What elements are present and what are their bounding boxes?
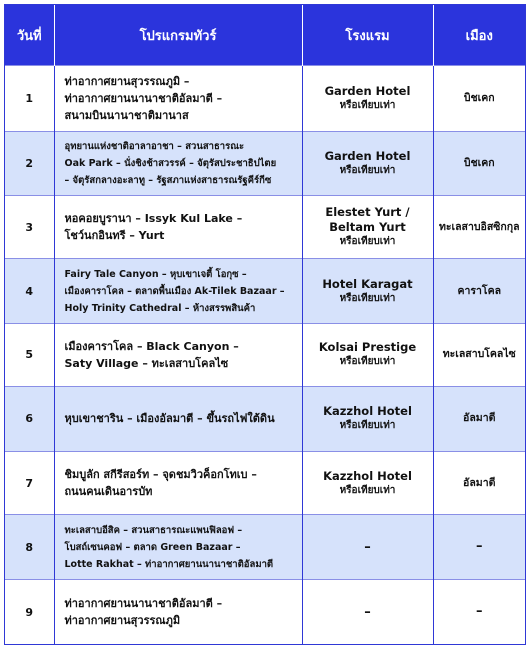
program-line: Holy Trinity Cathedral – ห้างสรรพสินค้า bbox=[64, 302, 256, 314]
program-line: ท่าอากาศยานสุวรรณภูมิ – bbox=[64, 75, 190, 89]
header-day: วันที่ bbox=[5, 5, 54, 66]
hotel-cell bbox=[302, 259, 433, 323]
city-cell bbox=[433, 451, 525, 514]
hotel-name: Hotel Karagat bbox=[322, 276, 413, 291]
city-name: คาราโคล bbox=[457, 284, 502, 297]
program-line: ท่าอากาศยานนานาชาติอัลมาตี – bbox=[64, 92, 223, 106]
hotel-or-equivalent: หรือเทียบเท่า bbox=[339, 292, 396, 304]
table-row bbox=[5, 196, 525, 259]
day-number: 9 bbox=[5, 580, 54, 644]
program-cell bbox=[54, 66, 302, 132]
hotel-cell bbox=[302, 451, 433, 514]
hotel-cell bbox=[302, 386, 433, 451]
hotel-or-equivalent: หรือเทียบเท่า bbox=[339, 236, 396, 248]
hotel-cell bbox=[302, 580, 433, 644]
hotel-cell bbox=[302, 515, 433, 580]
city-cell bbox=[433, 580, 525, 644]
city-cell bbox=[433, 196, 525, 259]
program-cell bbox=[54, 386, 302, 451]
day-number: 4 bbox=[5, 259, 54, 323]
table-row bbox=[5, 451, 525, 514]
hotel-name: Beltam Yurt bbox=[329, 220, 406, 235]
hotel-or-equivalent: หรือเทียบเท่า bbox=[339, 484, 396, 496]
city-name: – bbox=[476, 604, 483, 620]
program-line: อุทยานแห่งชาติอาลาอาชา – สวนสาธารณะ bbox=[64, 141, 245, 153]
program-line: Lotte Rakhat – ท่าอากาศยานนานาชาติอัลมาตี bbox=[64, 558, 274, 570]
city-cell bbox=[433, 323, 525, 386]
program-line: Oak Park – นั่งชิงช้าสวรรค์ – จัตุรัสประชาธิปไตย bbox=[64, 158, 277, 170]
header-city: เมือง bbox=[433, 5, 525, 66]
program-line: Saty Village – ทะเลสาบโคลไซ bbox=[64, 356, 229, 370]
city-name: ทะเลสาบอิสซิกกุล bbox=[438, 220, 520, 233]
program-cell bbox=[54, 451, 302, 514]
hotel-name: Kolsai Prestige bbox=[318, 340, 417, 355]
hotel-or-equivalent: หรือเทียบเท่า bbox=[339, 356, 396, 368]
day-number: 3 bbox=[5, 196, 54, 259]
program-line: เมืองคาราโคล – ตลาดพื้นเมือง Ak-Tilek Bazaar – bbox=[64, 285, 285, 297]
hotel-name: Garden Hotel bbox=[324, 84, 411, 99]
day-number: 7 bbox=[5, 451, 54, 514]
city-cell bbox=[433, 66, 525, 132]
city-name: บิชเคก bbox=[463, 92, 495, 105]
table-row bbox=[5, 132, 525, 196]
program-cell bbox=[54, 515, 302, 580]
hotel-cell bbox=[302, 323, 433, 386]
program-line: ทะเลสาบอีสิค – สวนสาธารณะแพนฟิลอฟ – bbox=[64, 524, 243, 536]
program-line: โบสถ์เซนคอฟ – ตลาด Green Bazaar – bbox=[64, 541, 241, 553]
itinerary-table bbox=[5, 5, 525, 644]
program-line: โชว์นกอินทรี – Yurt bbox=[64, 229, 165, 243]
hotel-name: Garden Hotel bbox=[324, 149, 411, 164]
city-cell bbox=[433, 515, 525, 580]
program-line: หอคอยบูรานา – Issyk Kul Lake – bbox=[64, 212, 243, 226]
hotel-cell bbox=[302, 196, 433, 259]
program-line: – จัตุรัสกลางอะลาทู – รัฐสภาแห่งสาธารณรัฐคีร์กีซ bbox=[64, 175, 272, 187]
hotel-cell bbox=[302, 132, 433, 196]
program-line: ชิมบูลัก สกีรีสอร์ท – จุดชมวิวค็อกโทเบ – bbox=[64, 468, 257, 482]
program-cell bbox=[54, 580, 302, 644]
hotel-name: Kazzhol Hotel bbox=[323, 404, 412, 419]
program-cell bbox=[54, 196, 302, 259]
city-cell bbox=[433, 132, 525, 196]
hotel-or-equivalent: หรือเทียบเท่า bbox=[339, 165, 396, 177]
program-line: Fairy Tale Canyon – หุบเขาเจตี้ โอกุซ – bbox=[64, 268, 247, 280]
program-line: สนามบินนานาชาติมานาส bbox=[64, 109, 189, 123]
program-line: ท่าอากาศยานสุวรรณภูมิ bbox=[64, 614, 181, 628]
day-number: 2 bbox=[5, 132, 54, 196]
header-program: โปรแกรมทัวร์ bbox=[54, 5, 302, 66]
table-body bbox=[5, 66, 525, 645]
hotel-or-equivalent: หรือเทียบเท่า bbox=[339, 100, 396, 112]
city-name: บิชเคก bbox=[463, 157, 495, 170]
hotel-name: – bbox=[364, 604, 371, 620]
program-line: หุบเขาชาริน – เมืองอัลมาตี – ขึ้นรถไฟใต้ดิน bbox=[64, 412, 275, 426]
table-header-row bbox=[5, 5, 525, 66]
header-hotel: โรงแรม bbox=[302, 5, 433, 66]
program-line: ถนนคนเดินอารบัท bbox=[64, 485, 153, 499]
day-number: 6 bbox=[5, 386, 54, 451]
program-cell bbox=[54, 132, 302, 196]
city-cell bbox=[433, 259, 525, 323]
hotel-name: – bbox=[364, 539, 371, 555]
city-name: ทะเลสาบโคลไซ bbox=[442, 348, 516, 361]
table-row bbox=[5, 386, 525, 451]
program-line: เมืองคาราโคล – Black Canyon – bbox=[64, 339, 239, 353]
city-name: อัลมาตี bbox=[463, 412, 496, 425]
day-number: 8 bbox=[5, 515, 54, 580]
city-name: – bbox=[476, 539, 483, 555]
program-cell bbox=[54, 323, 302, 386]
day-number: 1 bbox=[5, 66, 54, 132]
table-row bbox=[5, 580, 525, 644]
program-line: ท่าอากาศยานนานาชาติอัลมาตี – bbox=[64, 597, 223, 611]
hotel-name: Kazzhol Hotel bbox=[323, 468, 412, 483]
itinerary-table-frame bbox=[4, 4, 526, 645]
day-number: 5 bbox=[5, 323, 54, 386]
table-row bbox=[5, 66, 525, 132]
table-row bbox=[5, 259, 525, 323]
city-name: อัลมาตี bbox=[463, 476, 496, 489]
hotel-or-equivalent: หรือเทียบเท่า bbox=[339, 420, 396, 432]
table-row bbox=[5, 515, 525, 580]
city-cell bbox=[433, 386, 525, 451]
program-cell bbox=[54, 259, 302, 323]
table-row bbox=[5, 323, 525, 386]
hotel-name: Elestet Yurt / bbox=[325, 205, 410, 220]
hotel-cell bbox=[302, 66, 433, 132]
